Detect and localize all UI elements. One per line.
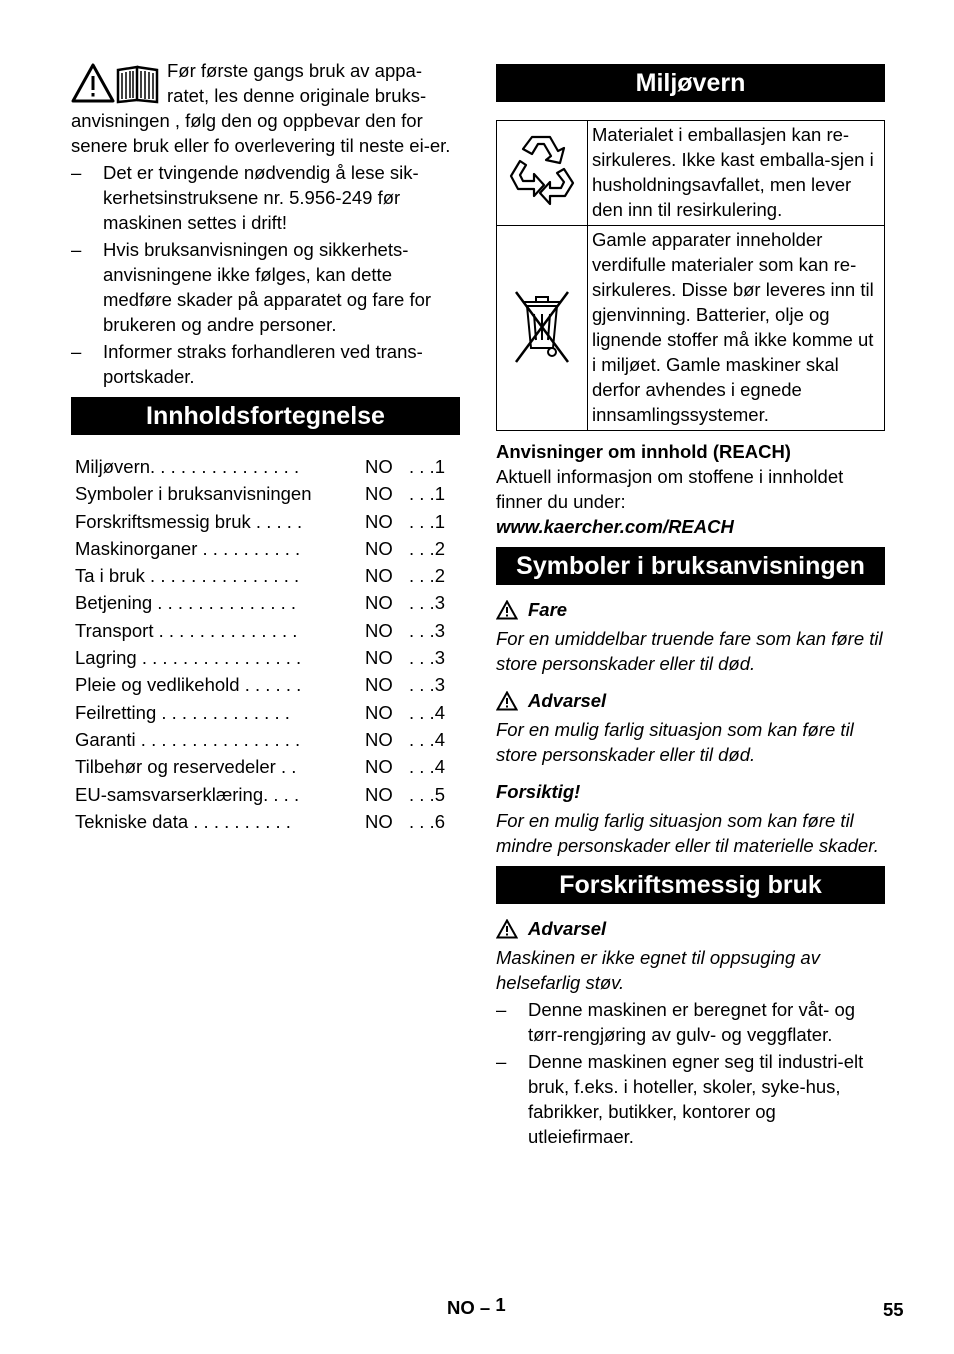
toc-entry-title: Transport . . . . . . . . . . . . . .	[75, 619, 298, 641]
signal-fare: Fare	[496, 597, 885, 622]
toc-entry-page: . . .1	[409, 456, 445, 477]
toc-entry-title: Forskriftsmessig bruk . . . . .	[75, 510, 303, 532]
use-heading: Forskriftsmessig bruk	[496, 866, 885, 904]
signal-forsiktig: Forsiktig!	[496, 781, 581, 802]
table-row	[497, 226, 885, 431]
symbols-heading: Symboler i bruksanvisningen	[496, 547, 885, 585]
toc-heading: Innholdsfortegnelse	[71, 397, 460, 435]
toc-entry-title: Ta i bruk . . . . . . . . . . . . . . .	[75, 565, 300, 587]
toc-entry-lang: NO	[365, 647, 393, 669]
toc-entry-page: . . .2	[409, 565, 445, 587]
intro-section	[71, 58, 460, 389]
footer-section-label: NO – 1	[447, 1294, 506, 1318]
fare-text: For en umiddelbar truende fare som kan føre til store personskader eller til død.	[496, 628, 883, 674]
advarsel-text: For en mulig farlig situasjon som kan føre til store personskader eller til død.	[496, 719, 854, 765]
intro-text: Før første gangs bruk av appa-ratet, les denne originale bruks-anvisningen , følg den og oppbevar den for senere bruk eller fo overlevering til neste ei-er.	[71, 60, 451, 156]
page-number: 55	[883, 1299, 904, 1320]
toc-entry-page: . . .1	[409, 483, 445, 505]
toc-entry-page: . . .4	[409, 756, 445, 778]
toc-entry-lang: NO	[365, 756, 393, 778]
list-item: – Hvis bruksanvisningen og sikkerhets-anvisningene ikke følges, kan dette medføre skader på apparatet og fare for brukeren og andre personer.	[71, 239, 432, 335]
toc-entry-lang: NO	[365, 537, 393, 559]
table-of-contents	[71, 453, 460, 835]
toc-entry-title: Pleie og vedlikehold . . . . . .	[75, 674, 302, 696]
recycling-icon	[504, 131, 580, 211]
toc-entry-lang: NO	[365, 510, 393, 532]
toc-entry[interactable]	[71, 453, 460, 480]
toc-entry-title: Miljøvern. . . . . . . . . . . . . . .	[75, 456, 300, 477]
warning-manual-icon	[71, 62, 161, 104]
list-item: – Denne maskinen er beregnet for våt- og tørr-rengjøring av gulv- og veggflater.	[496, 999, 856, 1045]
reach-text: Aktuell informasjon om stoffene i innholdet finner du under:	[496, 466, 844, 512]
toc-entry-lang: NO	[365, 619, 393, 641]
toc-entry-page: . . .3	[409, 592, 445, 614]
toc-entry[interactable]	[71, 480, 460, 507]
toc-entry-page: . . .3	[409, 647, 445, 669]
toc-entry-title: Feilretting . . . . . . . . . . . . .	[75, 701, 290, 723]
left-column	[71, 58, 460, 835]
list-item: – Denne maskinen egner seg til industri-elt bruk, f.eks. i hoteller, skoler, syke-hus, fabrikker, butikker, kontorer og utleiefirmaer.	[496, 1051, 864, 1147]
crossed-bin-icon	[510, 284, 574, 368]
toc-entry-page: . . .3	[409, 674, 445, 696]
toc-entry-page: . . .6	[409, 810, 445, 832]
toc-entry[interactable]	[71, 508, 460, 535]
toc-entry[interactable]	[71, 726, 460, 753]
toc-entry-page: . . .3	[409, 619, 445, 641]
toc-entry-page: . . .2	[409, 537, 445, 559]
toc-entry-page: . . .5	[409, 783, 445, 805]
toc-entry-lang: NO	[365, 783, 393, 805]
toc-entry-title: Symboler i bruksanvisningen	[75, 483, 312, 505]
env-heading: Miljøvern	[496, 64, 885, 102]
toc-entry-title: Maskinorganer . . . . . . . . . .	[75, 537, 301, 559]
toc-entry[interactable]	[71, 644, 460, 671]
toc-entry[interactable]	[71, 562, 460, 589]
warning-icon	[496, 600, 518, 620]
warning-icon	[496, 919, 518, 939]
signal-advarsel-use: Advarsel	[496, 916, 885, 941]
toc-entry-title: Betjening . . . . . . . . . . . . . .	[75, 592, 297, 614]
toc-entry[interactable]	[71, 808, 460, 835]
environment-table	[496, 120, 885, 431]
toc-entry-title: Tilbehør og reservedeler . .	[75, 756, 297, 778]
list-item: – Det er tvingende nødvendig å lese sik-kerhetsinstruksene nr. 5.956-249 før maskinen settes i drift!	[71, 162, 419, 233]
right-column	[496, 64, 885, 1149]
toc-entry-lang: NO	[365, 592, 393, 614]
toc-entry[interactable]	[71, 699, 460, 726]
toc-entry-lang: NO	[365, 728, 393, 750]
toc-entry-title: Lagring . . . . . . . . . . . . . . . .	[75, 647, 302, 669]
toc-entry-lang: NO	[365, 483, 393, 505]
toc-entry[interactable]	[71, 535, 460, 562]
toc-entry-page: . . .4	[409, 701, 445, 723]
recycle-text: Materialet i emballasjen kan re-sirkuleres. Ikke kast emballa-sjen i husholdningsavfallet, men lever den inn til resirkulering.	[588, 121, 885, 226]
toc-entry-lang: NO	[365, 674, 393, 696]
toc-entry-lang: NO	[365, 810, 393, 832]
old-devices-text: Gamle apparater inneholder verdifulle materialer som kan re-sirkuleres. Disse bør leveres inn til gjenvinning. Batterier, olje og lignende stoffer må ikke komme ut i miljøet. Gamle maskiner skal derfor avhendes i egnede innsamlingssystemer.	[588, 226, 885, 431]
toc-entry-lang: NO	[365, 701, 393, 723]
toc-entry-title: Garanti . . . . . . . . . . . . . . . .	[75, 728, 301, 750]
toc-entry[interactable]	[71, 589, 460, 616]
table-row	[497, 121, 885, 226]
toc-entry-title: Tekniske data . . . . . . . . . .	[75, 810, 291, 832]
toc-entry-page: . . .1	[409, 510, 445, 532]
toc-entry-page: . . .4	[409, 728, 445, 750]
toc-entry-lang: NO	[365, 456, 393, 477]
warning-icon	[496, 691, 518, 711]
toc-entry[interactable]	[71, 781, 460, 808]
toc-entry[interactable]	[71, 671, 460, 698]
list-item: – Informer straks forhandleren ved trans-portskader.	[71, 341, 423, 387]
toc-entry[interactable]	[71, 617, 460, 644]
toc-entry-title: EU-samsvarserklæring. . . .	[75, 783, 300, 805]
forsiktig-text: For en mulig farlig situasjon som kan føre til mindre personskader eller til materielle skader.	[496, 810, 879, 856]
reach-link[interactable]: www.kaercher.com/REACH	[496, 516, 734, 537]
toc-entry-lang: NO	[365, 565, 393, 587]
toc-entry[interactable]	[71, 753, 460, 780]
signal-advarsel: Advarsel	[496, 688, 885, 713]
reach-heading: Anvisninger om innhold (REACH)	[496, 441, 791, 462]
use-warning-text: Maskinen er ikke egnet til oppsuging av helsefarlig støv.	[496, 947, 820, 993]
